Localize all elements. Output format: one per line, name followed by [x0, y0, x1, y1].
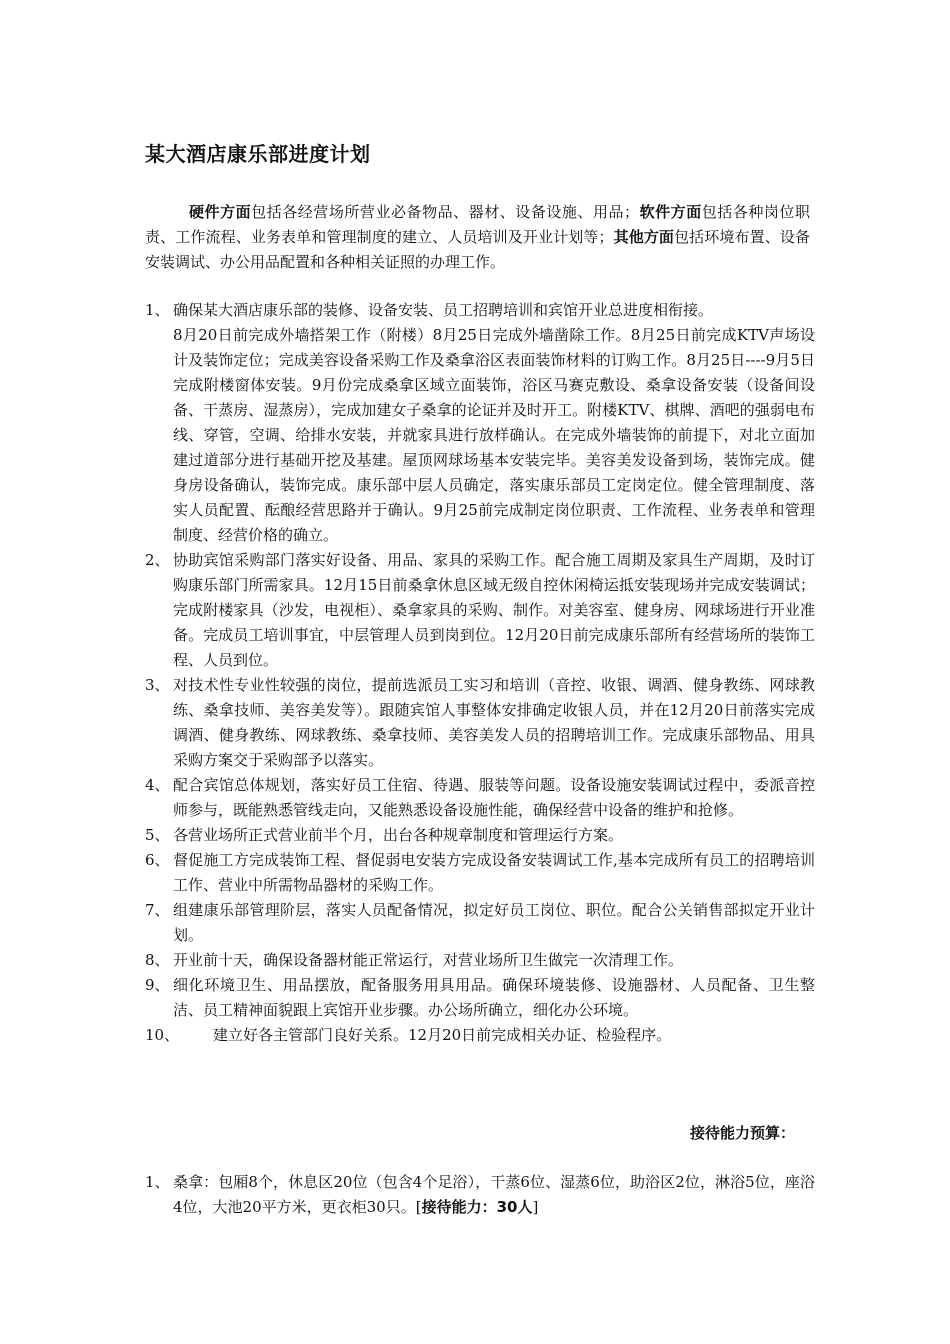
list-item-number: 1、 [145, 301, 170, 319]
software-text: 包括各种岗位职责、工作流程、业务表单和管理制度的建立、人员培训及开业计划等； [145, 203, 810, 246]
list-item-text: 督促施工方完成装饰工程、督促弱电安装方完成设备安装调试工作,基本完成所有员工的招聘培训工作、营业中所需物品器材的采购工作。 [173, 851, 815, 894]
list-item-text: 建立好各主管部门良好关系。12月20日前完成相关办证、检验程序。 [213, 1026, 672, 1044]
budget-heading: 接待能力预算： [690, 1124, 796, 1142]
plan-list [145, 298, 815, 1048]
list-item-text: 各营业场所正式营业前半个月，出台各种规章制度和管理运行方案。 [173, 826, 624, 844]
list-item-number: 8、 [145, 951, 170, 969]
hardware-label: 硬件方面 [189, 203, 252, 221]
plan-item-6 [145, 848, 815, 898]
list-item-number: 7、 [145, 901, 170, 919]
list-item-text: 对技术性专业性较强的岗位，提前选派员工实习和培训（音控、收银、调酒、健身教练、网球教练、桑拿技师、美容美发等）。跟随宾馆人事整体安排确定收银人员，并在12月20日前落实完成调酒、健身教练、网球教练、桑拿技师、美容美发人员的招聘培训工作。完成康乐部物品、用具采购方案交于采购部予以落实。 [173, 676, 815, 769]
list-item-text: 细化环境卫生、用品摆放，配备服务用具用品。确保环境装修、设施器材、人员配备、卫生整洁、员工精神面貌跟上宾馆开业步骤。办公场所确立，细化办公环境。 [173, 976, 815, 1019]
plan-item-7 [145, 898, 815, 948]
plan-item-8 [145, 948, 815, 973]
other-label: 其他方面 [613, 228, 675, 246]
budget-item-1 [145, 1170, 815, 1220]
list-item-number: 2、 [145, 551, 170, 569]
list-item-number: 3、 [145, 676, 170, 694]
plan-item-9 [145, 973, 815, 1023]
list-item-text: 配合宾馆总体规划，落实好员工住宿、待遇、服装等问题。设备设施安装调试过程中，委派音控师参与，既能熟悉管线走向，又能熟悉设备设施性能，确保经营中设备的维护和抢修。 [173, 776, 815, 819]
list-item-number: 9、 [145, 976, 170, 994]
capacity-label: 接待能力：30人 [421, 1198, 533, 1216]
other-text: 包括环境布置、设备安装调试、办公用品配置和各种相关证照的办理工作。 [145, 228, 810, 271]
page-title: 某大酒店康乐部进度计划 [145, 142, 371, 166]
list-item-detail: 8月20日前完成外墙搭架工作（附楼）8月25日完成外墙凿除工作。8月25日前完成KTV声场设计及装饰定位；完成美容设备采购工作及桑拿浴区表面装饰材料的订购工作。8月25日----9月5日完成附楼窗体安装。9月份完成桑拿区域立面装饰，浴区马赛克敷设、桑拿设备安装（设备间设备、干蒸房、湿蒸房），完成加建女子桑拿的论证并及时开工。附楼KTV、棋牌、酒吧的强弱电布线、穿管，空调、给排水安装，并就家具进行放样确认。在完成外墙装饰的前提下，对北立面加建过道部分进行基础开挖及基建。屋顶网球场基本安装完毕。美容美发设备到场，装饰完成。健身房设备确认，装饰完成。康乐部中层人员确定，落实康乐部员工定岗定位。健全管理制度、落实人员配置、酝酿经营思路并于确认。9月25前完成制定岗位职责、工作流程、业务表单和管理制度、经营价格的确立。 [173, 326, 815, 544]
list-item-text: 开业前十天，确保设备器材能正常运行，对营业场所卫生做完一次清理工作。 [173, 951, 684, 969]
plan-item-10 [145, 1023, 815, 1048]
budget-list [145, 1170, 815, 1220]
hardware-text: 包括各经营场所营业必备物品、器材、设备设施、用品； [251, 203, 640, 221]
list-item-number: 6、 [145, 851, 170, 869]
intro-paragraph [145, 200, 810, 275]
plan-item-5 [145, 823, 815, 848]
list-item-number: 1、 [145, 1173, 170, 1191]
list-item-number: 5、 [145, 826, 170, 844]
list-item-text: 协助宾馆采购部门落实好设备、用品、家具的采购工作。配合施工周期及家具生产周期，及时订购康乐部门所需家具。12月15日前桑拿休息区域无级自控休闲椅运抵安装现场并完成安装调试；完成附楼家具（沙发，电视柜）、桑拿家具的采购、制作。对美容室、健身房、网球场进行开业准备。完成员工培训事宜，中层管理人员到岗到位。12月20日前完成康乐部所有经营场所的装饰工程、人员到位。 [173, 551, 815, 669]
capacity-bracket-close: ] [532, 1198, 539, 1216]
plan-item-4 [145, 773, 815, 823]
plan-item-1 [145, 298, 815, 548]
plan-item-2 [145, 548, 815, 673]
plan-item-3 [145, 673, 815, 773]
list-item-text: 桑拿：包厢8个，休息区20位（包含4个足浴），干蒸6位、湿蒸6位，助浴区2位，淋浴5位，座浴4位，大池20平方米，更衣柜30只。 [173, 1173, 815, 1216]
list-item-number: 10、 [145, 1026, 180, 1044]
capacity-bracket-open: [ [415, 1198, 422, 1216]
list-item-text: 组建康乐部管理阶层，落实人员配备情况，拟定好员工岗位、职位。配合公关销售部拟定开业计划。 [173, 901, 815, 944]
list-item-number: 4、 [145, 776, 170, 794]
software-label: 软件方面 [639, 203, 702, 221]
list-item-text: 确保某大酒店康乐部的装修、设备安装、员工招聘培训和宾馆开业总进度相衔接。 [173, 301, 714, 319]
